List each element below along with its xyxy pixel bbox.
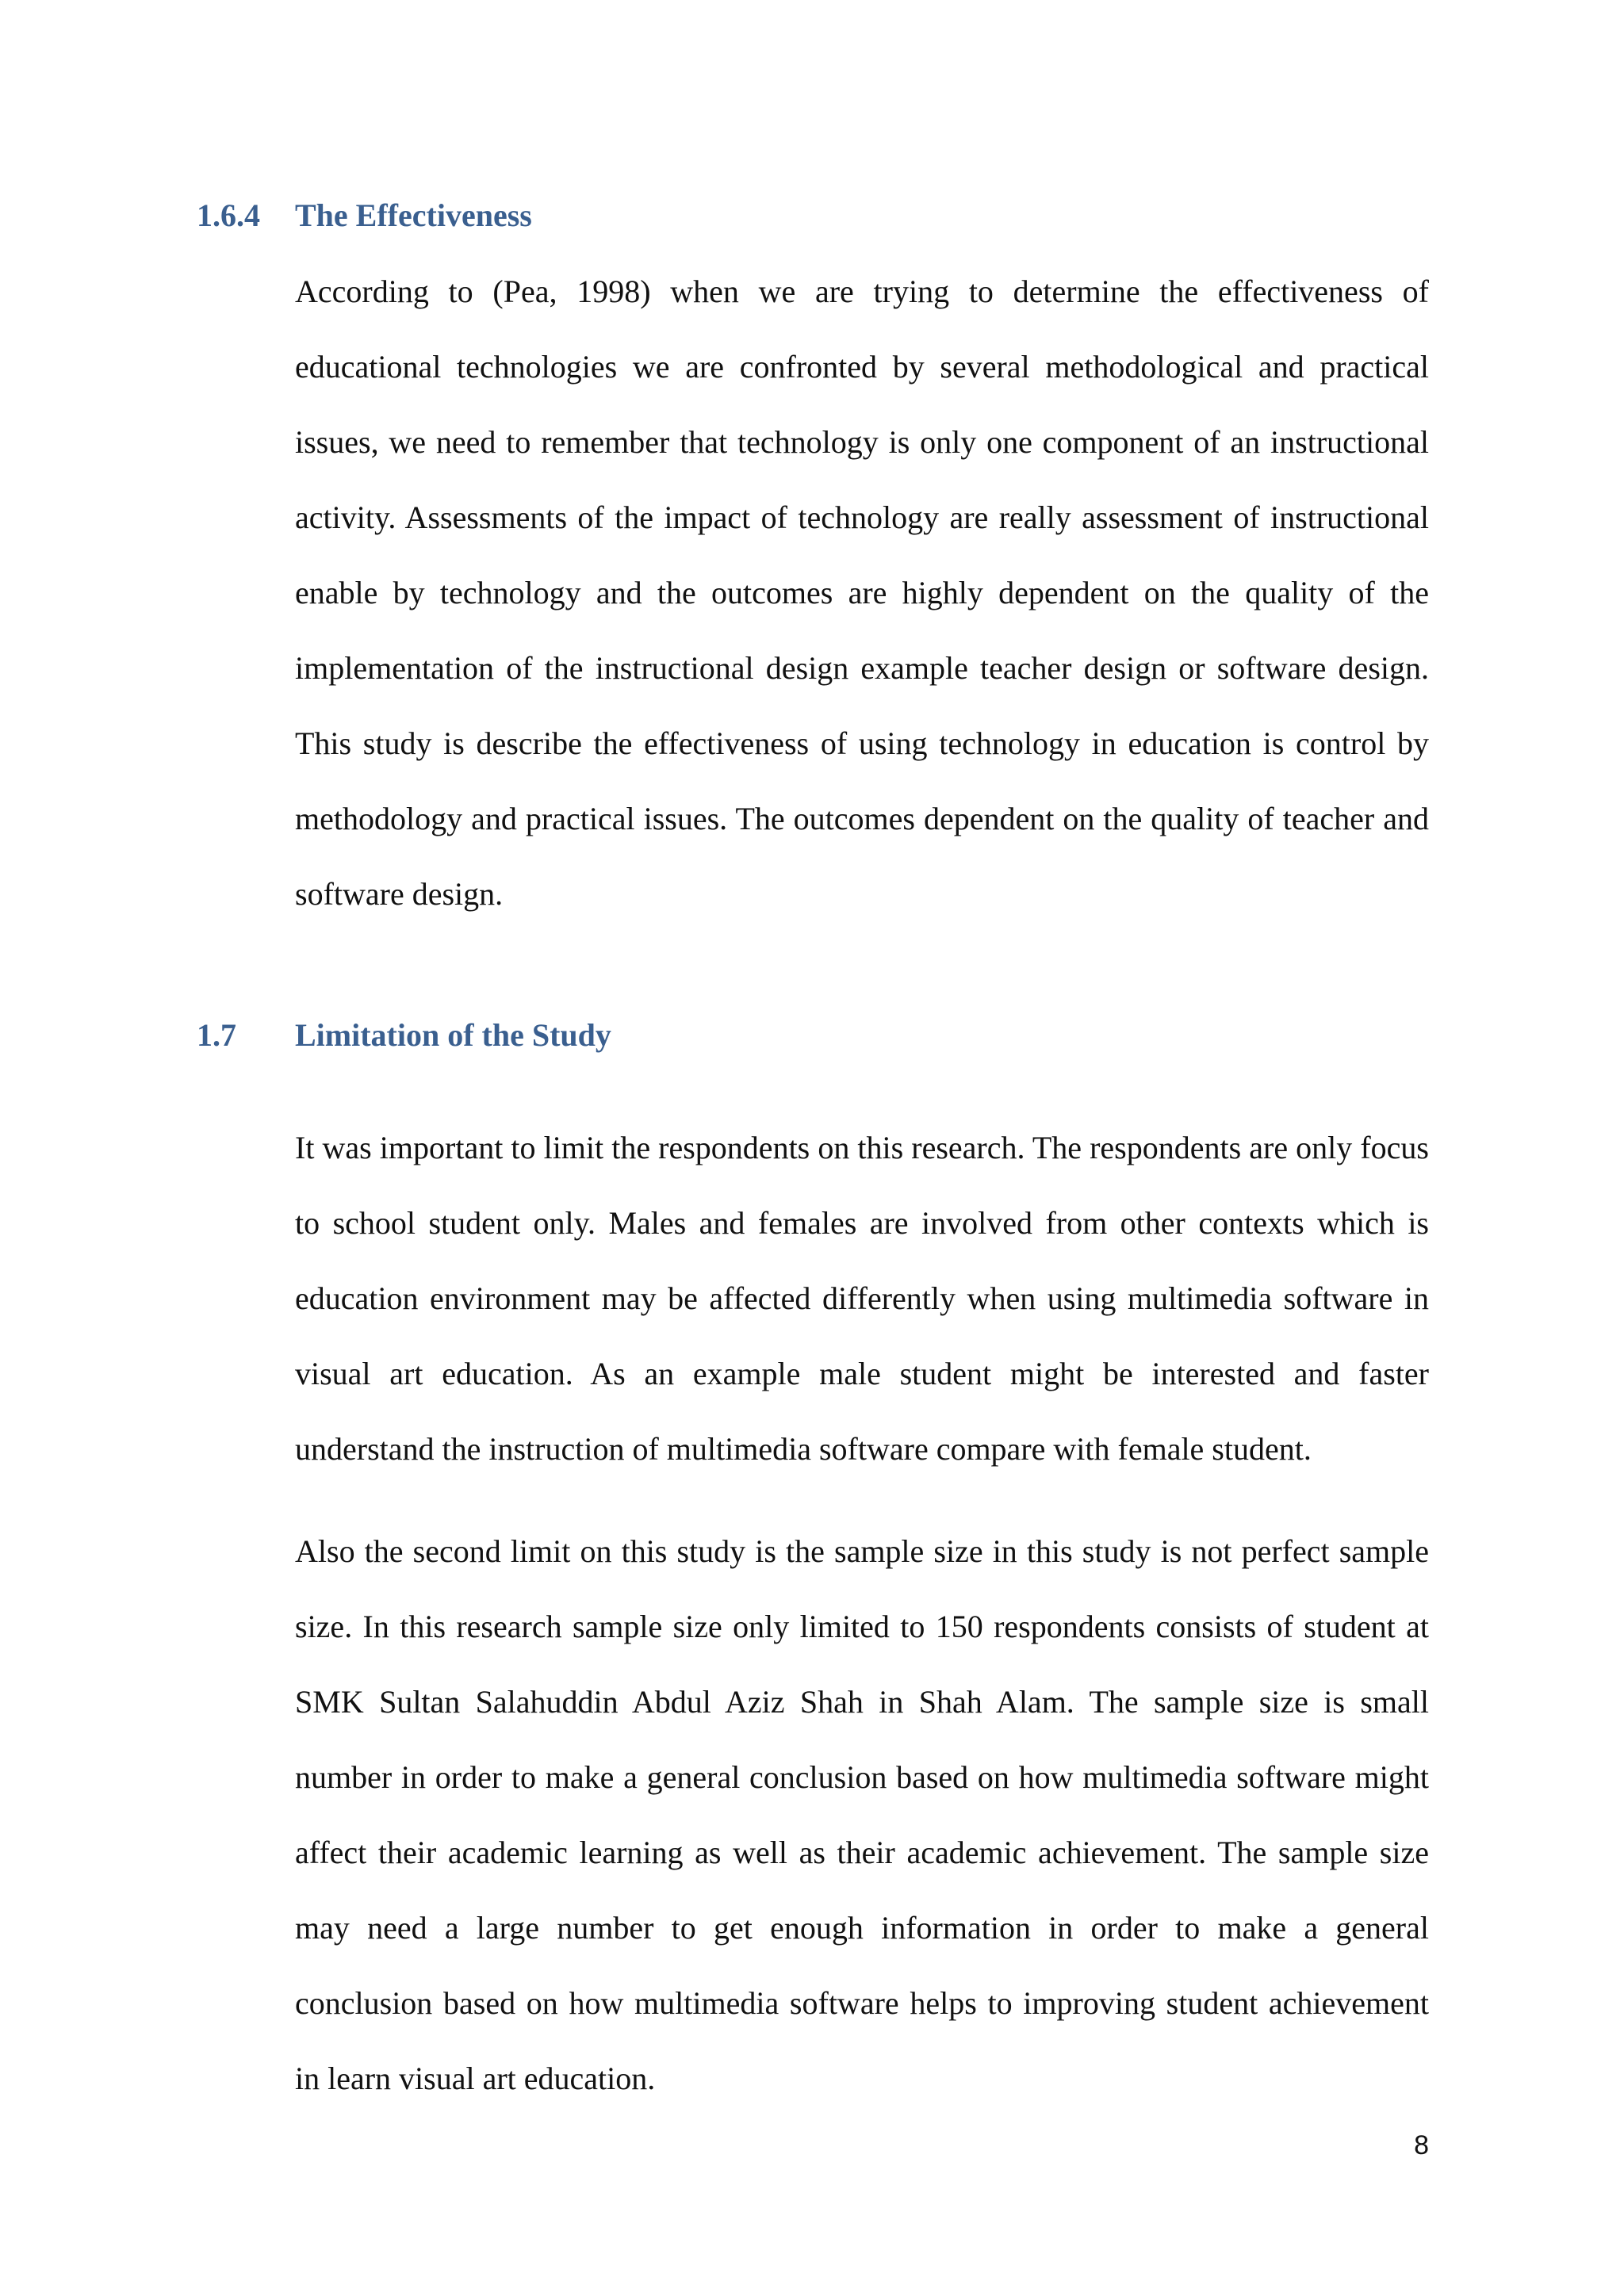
section-title: The Effectiveness (295, 197, 532, 233)
section-heading-1-7 (197, 1016, 611, 1054)
section-number: 1.6.4 (197, 197, 260, 233)
limitation-paragraph-1: It was important to limit the respondents on this research. The respondents are only focus to school student only. Males and females are involved from other contexts which is education environment may be affected differently when using multimedia software in visual art education. As an example male student might be interested and faster understand the instruction of multimedia software compare with female student. (295, 1130, 1429, 1467)
section-number: 1.7 (197, 1017, 236, 1053)
effectiveness-paragraph: According to (Pea, 1998) when we are trying to determine the effectiveness of educational technologies we are confronted by several methodological and practical issues, we need to remember that technology is only one component of an instructional activity. Assessments of the impact of technology are really assessment of instructional enable by technology and the outcomes are highly dependent on the quality of the implementation of the instructional design example teacher design or software design. This study is describe the effectiveness of using technology in education is control by methodology and practical issues. The outcomes dependent on the quality of teacher and software design. (295, 274, 1429, 912)
page-number: 8 (1414, 2130, 1429, 2160)
limitation-paragraph-2: Also the second limit on this study is the sample size in this study is not perfect sample size. In this research sample size only limited to 150 respondents consists of student at SMK Sultan Salahuddin Abdul Aziz Shah in Shah Alam. The sample size is small number in order to make a general conclusion based on how multimedia software might affect their academic learning as well as their academic achievement. The sample size may need a large number to get enough information in order to make a general conclusion based on how multimedia software helps to improving student achievement in learn visual art education. (295, 1533, 1429, 2096)
section-heading-1-6-4 (197, 197, 532, 235)
section-title: Limitation of the Study (295, 1017, 611, 1053)
